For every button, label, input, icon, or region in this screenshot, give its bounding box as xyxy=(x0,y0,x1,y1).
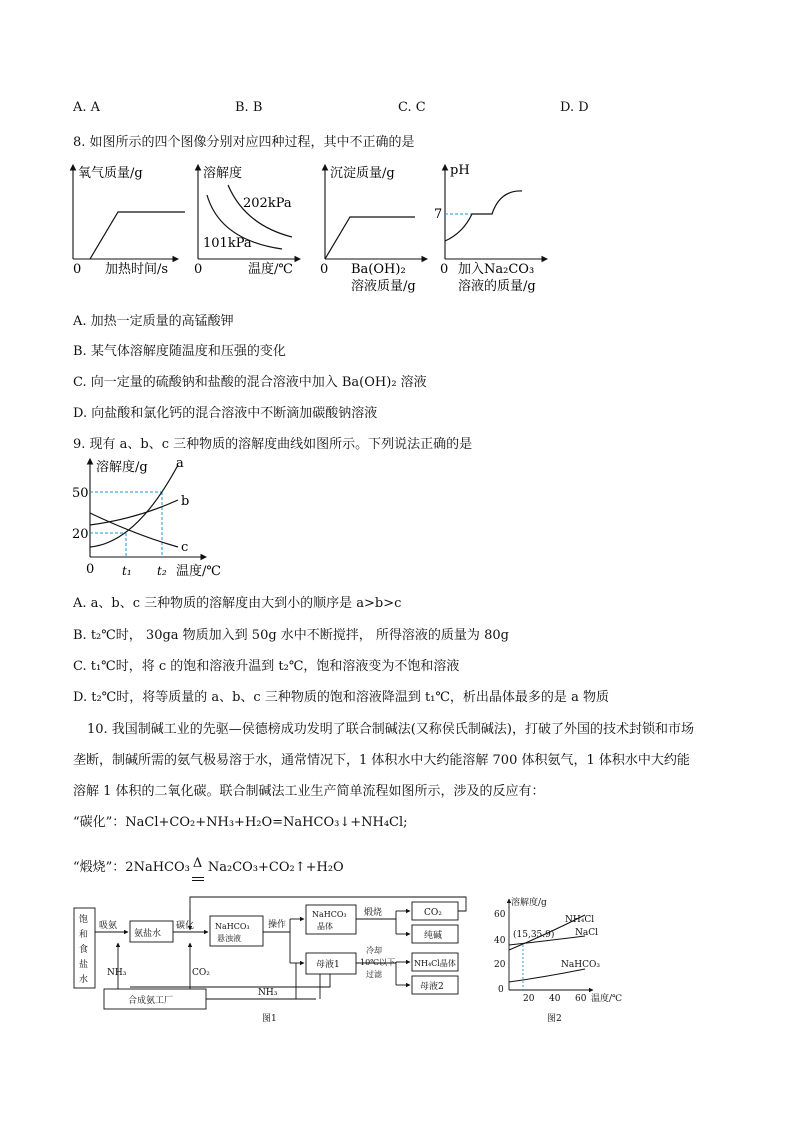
fig2-series-nahco3: NaHCO₃ xyxy=(561,960,600,970)
q10-eq2 xyxy=(73,856,344,875)
fig1-brine-3: 食 xyxy=(79,945,89,955)
q8-g2-ylabel: 溶解度 xyxy=(203,166,243,181)
fig1-cool-2: 10℃以下 xyxy=(360,958,396,967)
q8-graph-solubility xyxy=(194,165,300,277)
q8-option-d: D. 向盐酸和氯化钙的混合溶液中不断滴加碳酸钠溶液 xyxy=(73,406,378,421)
q8-option-a: A. 加热一定质量的高锰酸钾 xyxy=(73,314,234,329)
fig1-brine-4: 盐 xyxy=(79,960,89,970)
fig1-absorb-label: 吸氨 xyxy=(99,921,118,931)
fig1-nh3-in: NH₃ xyxy=(107,968,127,978)
q10-eq1-label: “碳化”： xyxy=(73,815,126,830)
q8-g2-curve-202kpa: 202kPa xyxy=(243,196,292,211)
fig1-cool-3: 过滤 xyxy=(366,970,382,979)
fig2-series-nh4cl: NH₄Cl xyxy=(565,915,595,925)
q8-g2-xlabel: 温度/℃ xyxy=(248,262,293,277)
q9-xtick-t1: t₁ xyxy=(122,564,132,578)
q9-ytick-20: 20 xyxy=(72,527,89,542)
fig1-susp-1: NaHCO₃ xyxy=(215,922,250,931)
fig2-xtick-40: 40 xyxy=(549,994,561,1004)
q10-para-line-2: 垄断，制碱所需的氨气极易溶于水，通常情况下，1 体积水中大约能溶解 700 体积氨气，1 体积水中大约能 xyxy=(73,753,690,768)
fig1-crystal-1: NaHCO₃ xyxy=(312,910,347,919)
fig2-point-label: (15,35.9) xyxy=(513,930,555,940)
q10-eq2-left: 2NaHCO₃ xyxy=(125,860,190,875)
q8-graph-precipitate xyxy=(320,165,427,294)
fig2-xtick-60: 60 xyxy=(575,994,587,1004)
fig1-brine-5: 水 xyxy=(79,975,89,985)
q9-solubility-graph xyxy=(66,455,246,585)
q10-eq2-right: Na₂CO₃+CO₂↑+H₂O xyxy=(207,860,344,875)
q8-graph-ph xyxy=(434,163,547,294)
fig1-co2-in: CO₂ xyxy=(192,968,210,978)
fig2-ytick-20: 20 xyxy=(494,960,506,970)
fig1-operation-label: 操作 xyxy=(268,920,287,930)
q9-origin: 0 xyxy=(86,562,95,577)
q8-g4-ylabel: pH xyxy=(450,163,470,178)
fig2-series-nacl: NaCl xyxy=(575,928,599,938)
q8-g1-xlabel: 加热时间/s xyxy=(105,262,169,277)
q9-xlabel: 温度/℃ xyxy=(176,564,221,579)
q8-g4-xlabel2: 溶液的质量/g xyxy=(458,279,536,294)
q8-g4-origin: 0 xyxy=(440,262,449,277)
q8-g1-ylabel: 氧气质量/g xyxy=(78,166,143,181)
fig1-susp-2: 悬浊液 xyxy=(217,934,241,943)
q8-g1-origin: 0 xyxy=(73,262,82,277)
fig1-soda-box: 纯碱 xyxy=(424,931,443,941)
q9-option-a: A. a、b、c 三种物质的溶解度由大到小的顺序是 a>b>c xyxy=(73,596,402,611)
q8-g3-ylabel: 沉淀质量/g xyxy=(330,166,395,181)
fig2-ytick-60: 60 xyxy=(494,910,506,920)
q8-g3-xlabel2: 溶液质量/g xyxy=(351,279,416,294)
fig1-caption: 图1 xyxy=(262,1014,277,1024)
fig2-xtick-20: 20 xyxy=(523,994,535,1004)
q8-option-b: B. 某气体溶解度随温度和压强的变化 xyxy=(73,344,286,359)
question-8-stem: 8. 如图所示的四个图像分别对应四种过程，其中不正确的是 xyxy=(73,135,415,150)
fig1-brine-1: 饱 xyxy=(79,915,89,925)
fig2-caption: 图2 xyxy=(547,1014,562,1024)
fig2-xlabel: 温度/℃ xyxy=(591,994,623,1004)
fig1-mother-liquor-2: 母液2 xyxy=(420,982,444,992)
q10-figure-1-flowchart xyxy=(70,895,490,1025)
q9-option-c: C. t₁℃时，将 c 的饱和溶液升温到 t₂℃，饱和溶液变为不饱和溶液 xyxy=(73,659,460,674)
q9-curve-a: a xyxy=(176,456,184,471)
q8-g4-tick-7: 7 xyxy=(434,207,443,222)
option-b: B. B xyxy=(235,100,263,115)
option-c: C. C xyxy=(398,100,426,115)
fig2-ylabel: 溶解度/g xyxy=(511,898,547,908)
q10-figure-2-solubility xyxy=(485,895,635,1025)
fig1-carbonize-label: 碳化 xyxy=(176,921,195,931)
question-9-stem: 9. 现有 a、b、c 三种物质的溶解度曲线如图所示。下列说法正确的是 xyxy=(73,437,473,452)
q9-xtick-t2: t₂ xyxy=(157,564,167,578)
q8-g4-xlabel1: 加入Na₂CO₃ xyxy=(458,262,535,277)
fig1-factory: 合成氨工厂 xyxy=(128,996,174,1006)
q8-g2-curve-101kpa: 101kPa xyxy=(203,236,252,251)
q9-option-d: D. t₂℃时，将等质量的 a、b、c 三种物质的饱和溶液降温到 t₁℃，析出晶体最多的是 a 物质 xyxy=(73,690,609,705)
q10-para-line-3: 溶解 1 体积的二氧化碳。联合制碱法工业生产简单流程如图所示，涉及的反应有： xyxy=(73,784,545,799)
q10-eq2-label: “煅烧”： xyxy=(73,860,126,875)
fig1-mother-liquor-1: 母液1 xyxy=(316,960,340,970)
fig1-co2-box: CO₂ xyxy=(424,908,442,918)
q8-graphs xyxy=(60,155,620,295)
fig2-ytick-40: 40 xyxy=(494,936,506,946)
fig1-ammonia-brine: 氨盐水 xyxy=(134,929,162,939)
fig1-crystal-2: 晶体 xyxy=(317,922,333,931)
fig1-brine-2: 和 xyxy=(79,930,89,940)
q10-eq1-text: NaCl+CO₂+NH₃+H₂O=NaHCO₃↓+NH₄Cl; xyxy=(125,815,408,830)
option-d: D. D xyxy=(560,100,589,115)
q8-graph-oxygen xyxy=(73,165,185,277)
q8-option-c: C. 向一定量的硫酸钠和盐酸的混合溶液中加入 Ba(OH)₂ 溶液 xyxy=(73,375,427,390)
q10-eq2-delta: Δ xyxy=(192,856,203,871)
q8-g2-origin: 0 xyxy=(194,262,203,277)
fig1-cool-1: 冷却 xyxy=(366,946,382,955)
fig1-nh3-return: NH₃ xyxy=(258,988,278,998)
fig1-nh4cl-box: NH₄Cl晶体 xyxy=(414,959,456,968)
fig2-ytick-0: 0 xyxy=(498,985,504,995)
q9-curve-c: c xyxy=(181,540,189,555)
q8-g3-origin: 0 xyxy=(320,262,329,277)
q9-option-b: B. t₂℃时， 30ga 物质加入到 50g 水中不断搅拌， 所得溶液的质量为 80g xyxy=(73,628,509,643)
q8-g3-xlabel1: Ba(OH)₂ xyxy=(351,262,406,277)
q9-ylabel: 溶解度/g xyxy=(96,460,148,475)
q9-curve-b: b xyxy=(181,494,190,509)
q10-eq1 xyxy=(73,811,408,830)
fig1-calcine-label: 煅烧 xyxy=(364,908,383,918)
q10-para-line-1: 10. 我国制碱工业的先驱—侯德榜成功发明了联合制碱法(又称侯氏制碱法)，打破了外国的技术封锁和市场 xyxy=(87,722,694,737)
q9-ytick-50: 50 xyxy=(72,486,89,501)
option-a: A. A xyxy=(73,100,101,115)
